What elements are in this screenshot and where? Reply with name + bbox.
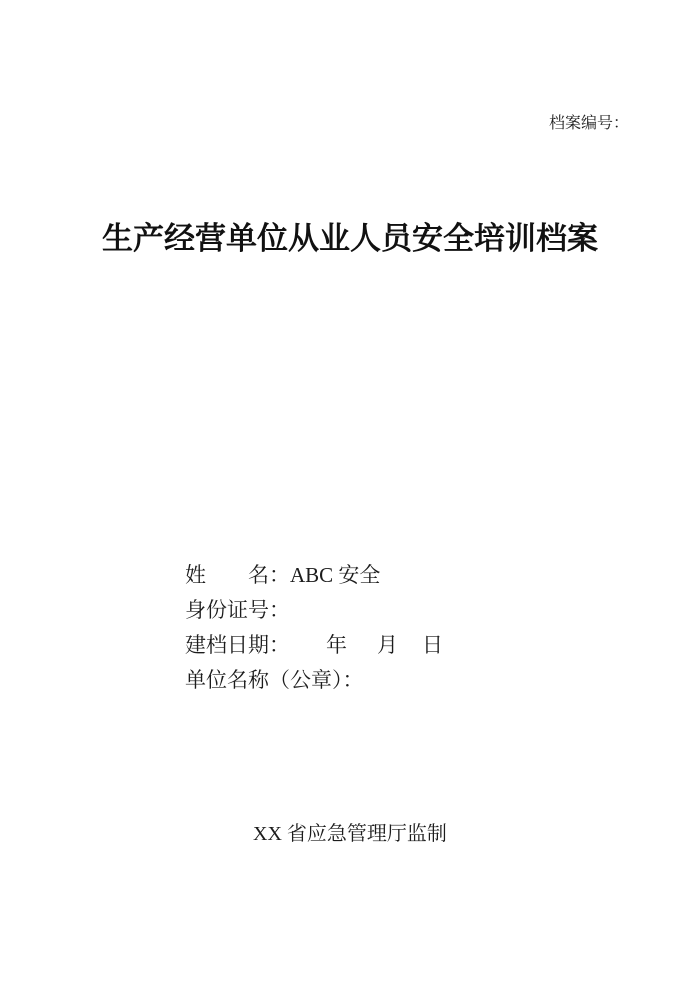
month-unit-label: 月	[377, 633, 398, 657]
id-number-field-line	[185, 593, 443, 628]
issuer-line: XX 省应急管理厅监制	[253, 823, 447, 845]
name-label: 姓 名：	[185, 563, 290, 587]
document-title: 生产经营单位从业人员安全培训档案	[102, 221, 598, 256]
cover-fields	[185, 558, 443, 698]
id-number-label: 身份证号：	[185, 598, 290, 622]
file-number-label: 档案编号：	[549, 115, 630, 132]
year-unit-label: 年	[326, 633, 347, 657]
unit-name-field-line	[185, 663, 443, 698]
filing-date-label: 建档日期：	[185, 633, 290, 657]
unit-name-label: 单位名称（公章）：	[185, 668, 364, 692]
name-value: ABC 安全	[290, 563, 381, 587]
name-field-line	[185, 558, 443, 593]
filing-date-field-line	[185, 628, 443, 663]
day-unit-label: 日	[422, 633, 443, 657]
